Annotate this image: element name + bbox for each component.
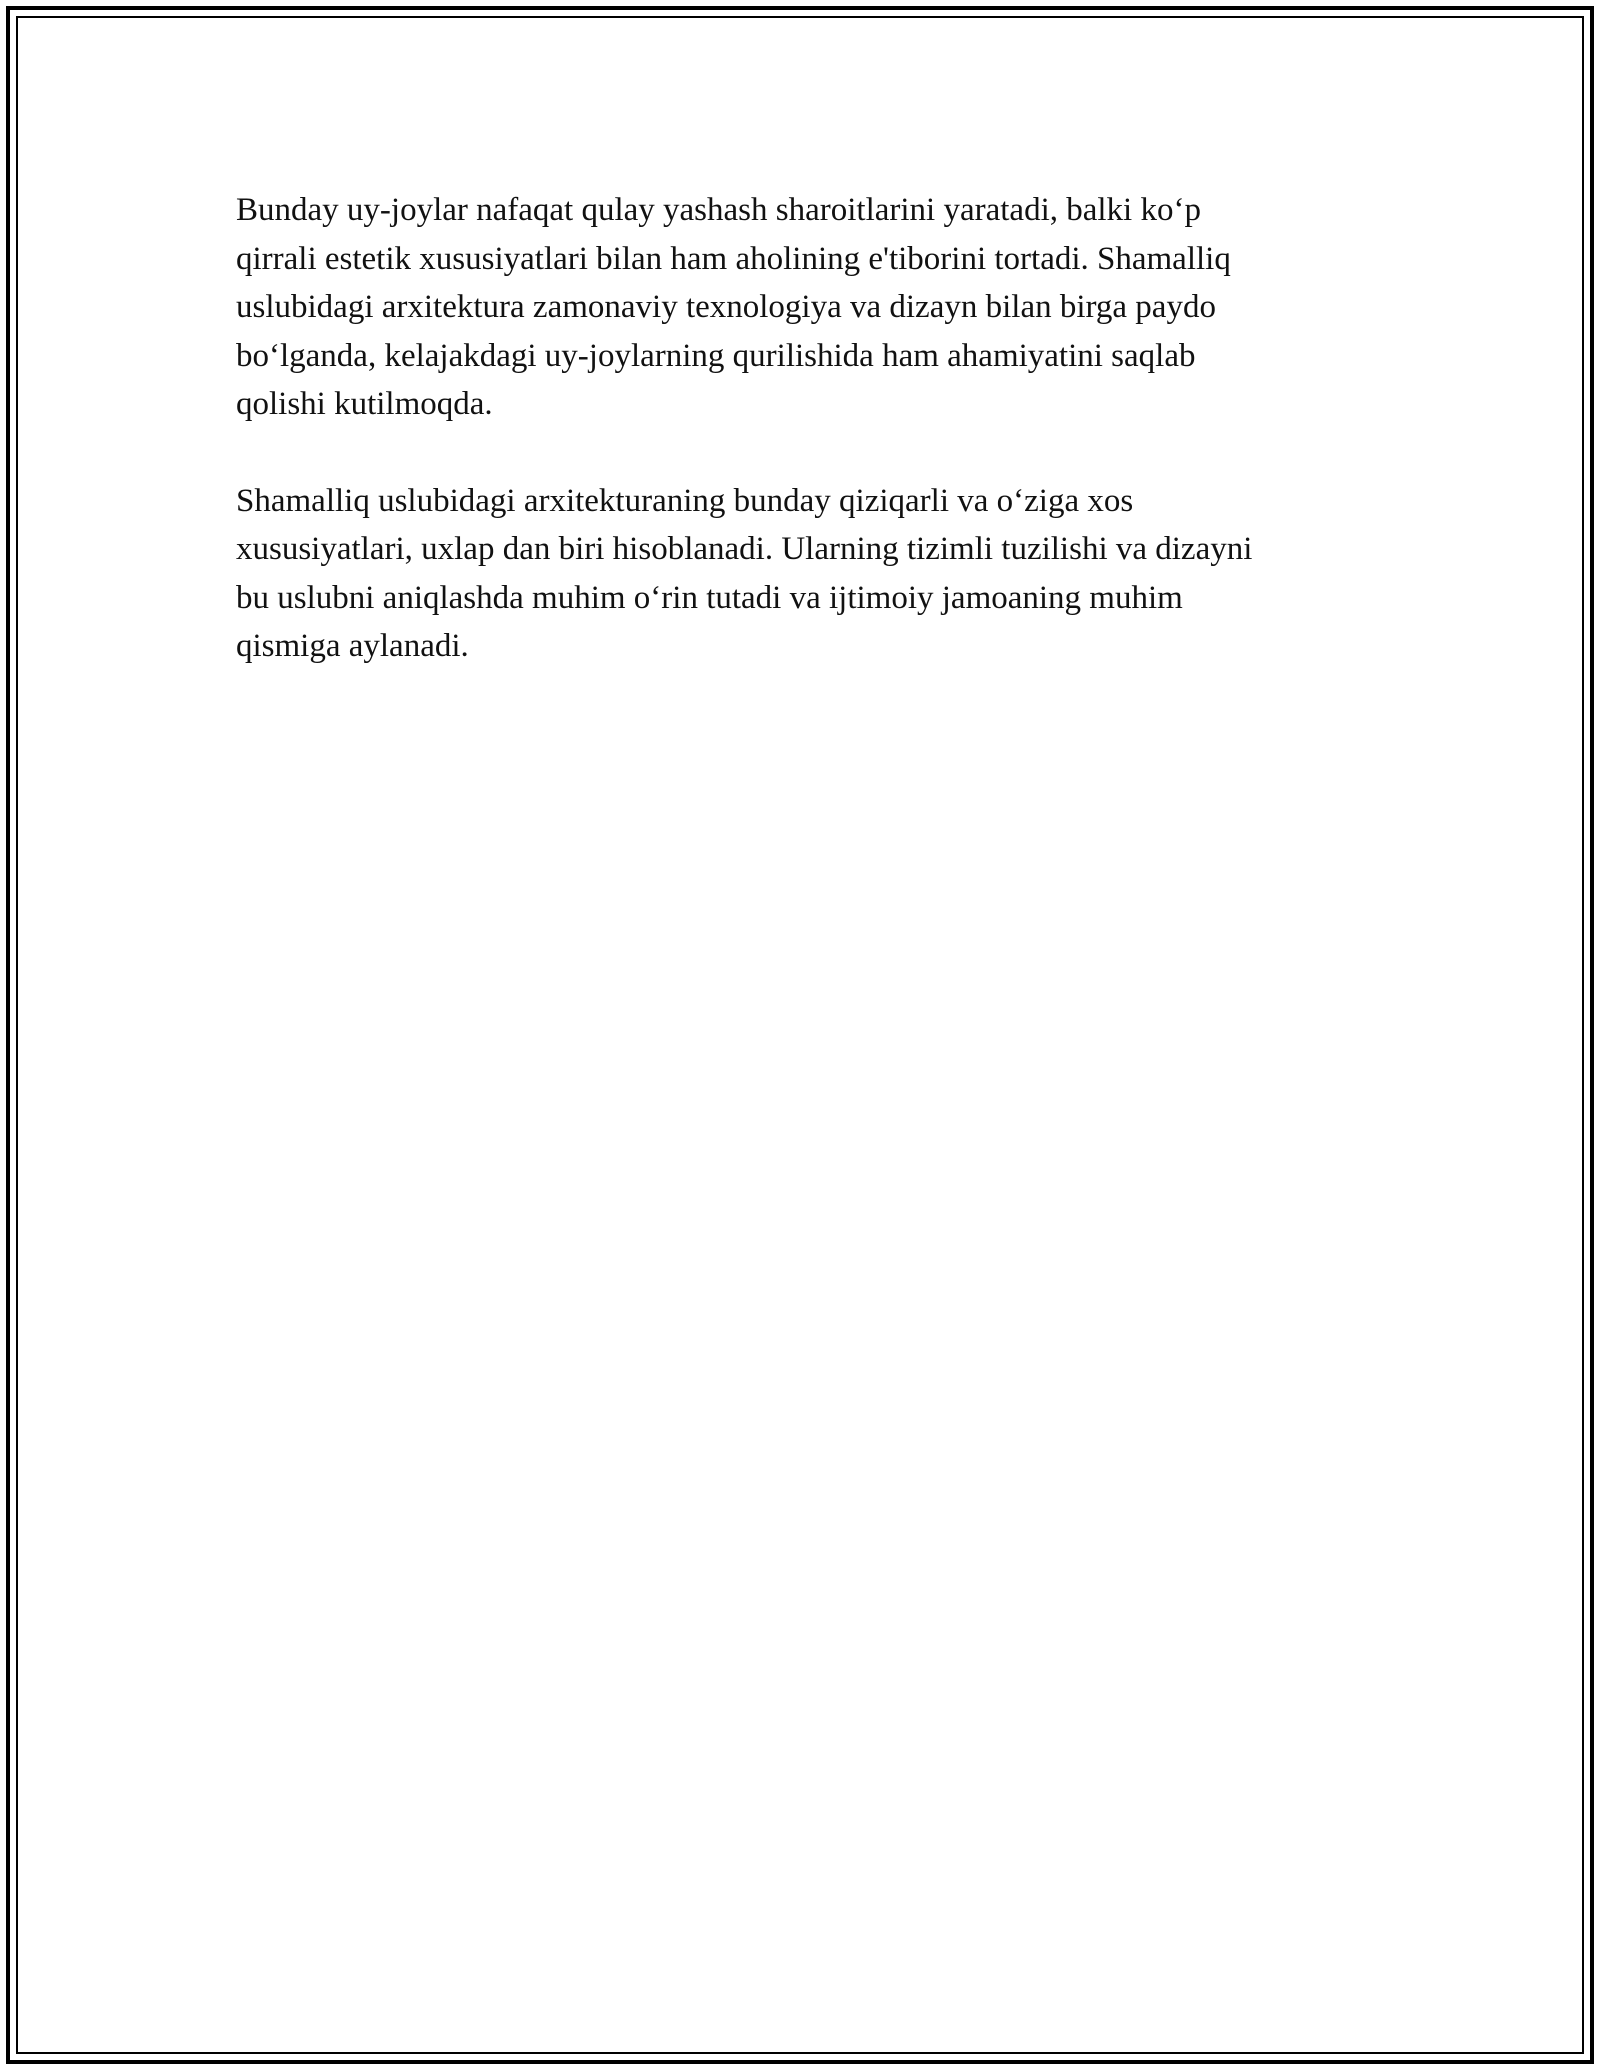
paragraph-line: Bunday uy-joylar nafaqat qulay yashash sharoitlarini yaratadi, balki ko‘p <box>236 192 1201 228</box>
paragraph-line: Shamalliq uslubidagi arxitekturaning bunday qiziqarli va o‘ziga xos <box>236 482 1134 519</box>
paragraph-line: xususiyatlari, uxlap dan biri hisoblanadi. Ularning tizimli tuzilishi va dizayni <box>236 531 1253 567</box>
paragraph-line: bo‘lganda, kelajakdagi uy-joylarning qurilishida ham ahamiyatini saqlab <box>236 337 1196 374</box>
paragraph-2 <box>236 477 1376 671</box>
paragraph-line: qirrali estetik xususiyatlari bilan ham aholining e'tiborini tortadi. Shamalliq <box>236 240 1231 277</box>
paragraph-line: qolishi kutilmoqda. <box>236 386 493 422</box>
paragraph-1 <box>236 186 1376 429</box>
document-body <box>236 186 1376 719</box>
paragraph-line: bu uslubni aniqlashda muhim o‘rin tutadi va ijtimoiy jamoaning muhim <box>236 579 1183 616</box>
paragraph-line: qismiga aylanadi. <box>236 628 469 664</box>
paragraph-line: uslubidagi arxitektura zamonaviy texnologiya va dizayn bilan birga paydo <box>236 289 1216 325</box>
